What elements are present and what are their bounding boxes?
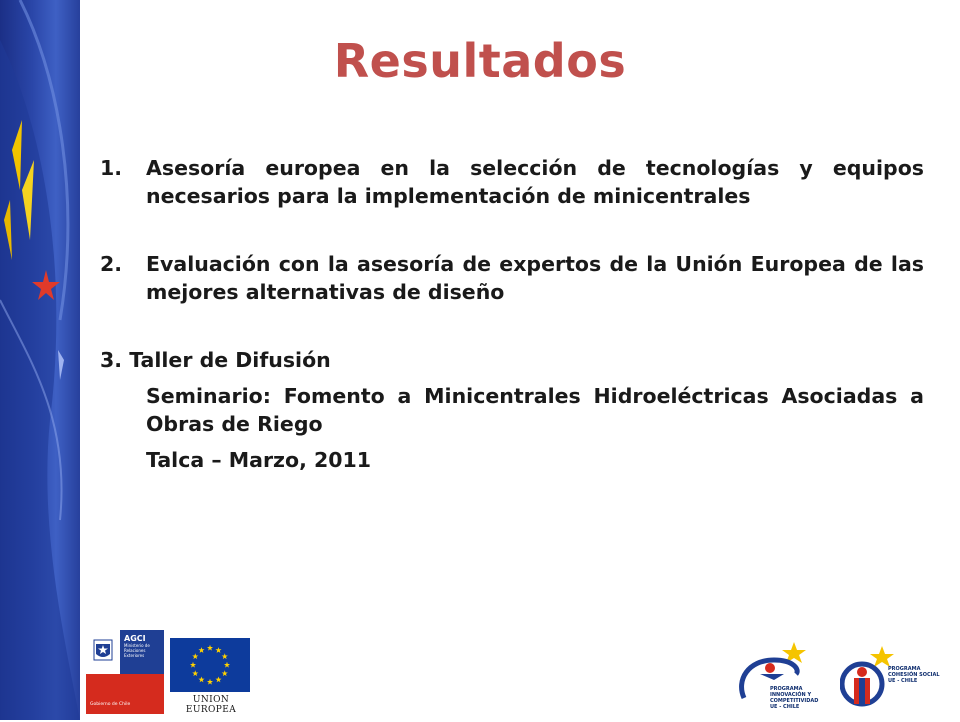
- agci-footer: Gobierno de Chile: [90, 702, 131, 707]
- item-number: 2.: [100, 252, 123, 276]
- eu-star-icon: [198, 647, 204, 653]
- logo-line: COMPETITIVIDAD: [770, 698, 819, 704]
- eu-caption: UNION EUROPEA: [185, 695, 237, 715]
- logo-line: COHESIÓN SOCIAL: [888, 672, 940, 678]
- slide-content: [100, 154, 924, 474]
- result-item-2: [100, 250, 924, 306]
- item-number: 1.: [100, 156, 123, 180]
- eu-star-icon: [192, 653, 198, 659]
- eu-flag-icon: [170, 638, 250, 692]
- item-text: Asesoría europea en la selección de tecnologías y equipos necesarios para la implementación de minicentrales: [146, 156, 924, 208]
- programa-innovacion-text: [770, 686, 818, 710]
- programa-cohesion-logo: [840, 644, 958, 718]
- eu-star-icon: [215, 647, 221, 653]
- eu-star-icon: [222, 653, 228, 659]
- slide-title: Resultados: [333, 34, 627, 88]
- seminar-place-date: Talca – Marzo, 2011: [146, 448, 372, 472]
- logo-line: UE - CHILE: [888, 678, 918, 684]
- eu-star-icon: [222, 670, 228, 676]
- seminar-title: Seminario: Fomento a Minicentrales Hidroeléctricas Asociadas a Obras de Riego: [146, 384, 924, 436]
- agci-name: AGCI: [124, 634, 146, 643]
- eu-star-icon: [207, 645, 213, 651]
- logo-line: PROGRAMA: [888, 666, 921, 672]
- decorative-band-art: [0, 0, 80, 720]
- eu-star-icon: [224, 662, 230, 668]
- eu-logo: [170, 638, 252, 715]
- eu-star-icon: [207, 679, 213, 685]
- logo-line: INNOVACIÓN Y: [770, 692, 812, 698]
- item-text: Evaluación con la asesoría de expertos de la Unión Europea de las mejores alternativas de diseño: [146, 252, 924, 304]
- agci-line: Relaciones Exteriores: [124, 648, 146, 658]
- result-item-1: [100, 154, 924, 210]
- section-3-heading: 3. Taller de Difusión: [100, 348, 331, 372]
- eu-star-icon: [215, 677, 221, 683]
- programa-innovacion-logo: [734, 640, 834, 718]
- eu-star-icon: [198, 677, 204, 683]
- logo-line: UE - CHILE: [770, 704, 800, 710]
- agci-text: [124, 634, 164, 658]
- eu-star-icon: [192, 670, 198, 676]
- agci-logo: [86, 630, 164, 714]
- decorative-side-band: [0, 0, 80, 720]
- agci-line: Ministerio de: [124, 643, 150, 648]
- programa-cohesion-text: [888, 666, 940, 684]
- logo-line: PROGRAMA: [770, 686, 803, 692]
- eu-star-icon: [190, 662, 196, 668]
